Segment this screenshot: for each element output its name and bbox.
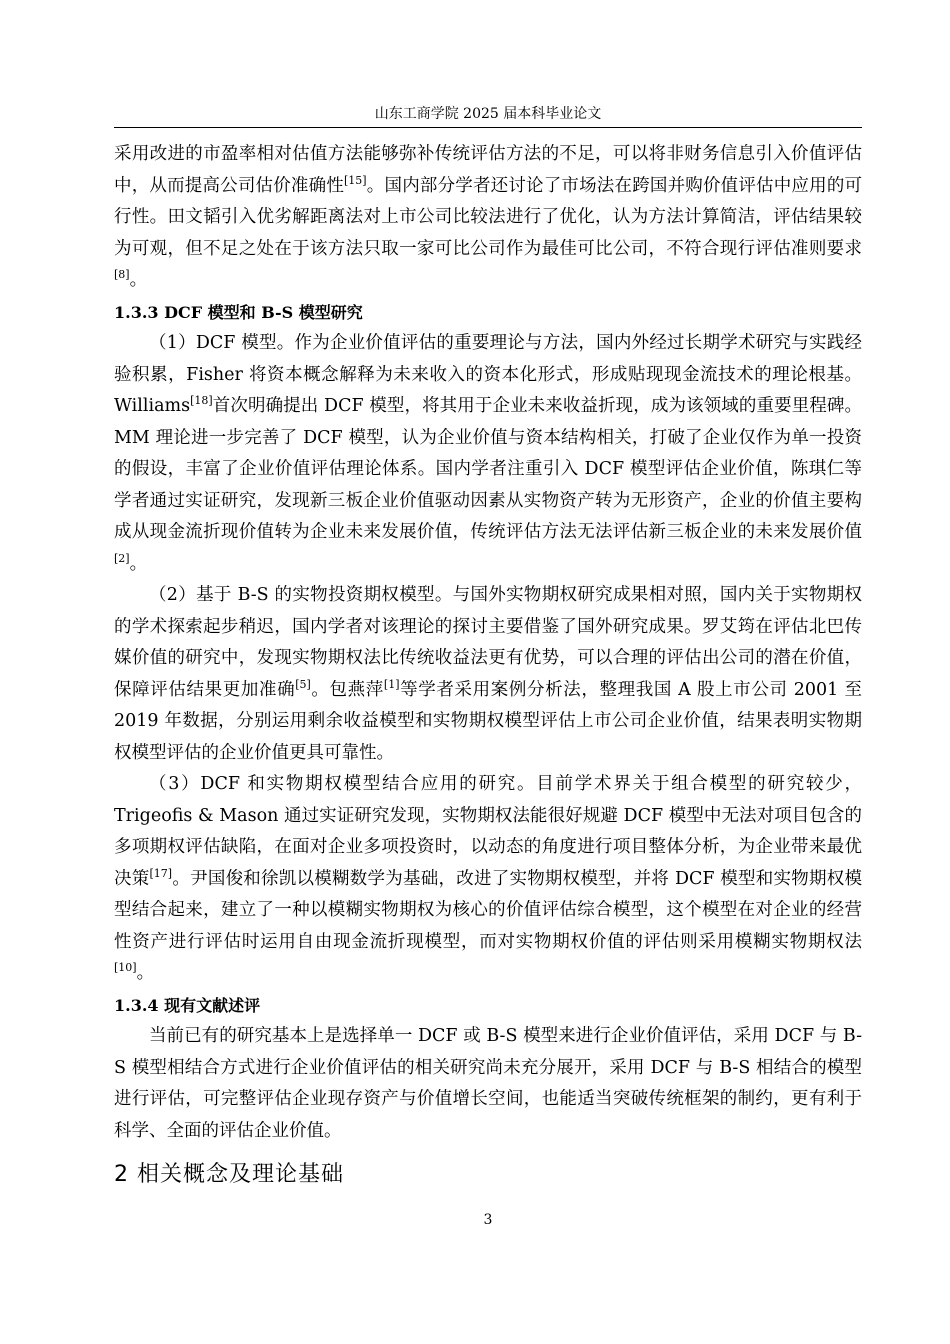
page-header: 山东工商学院 2025 届本科毕业论文 — [374, 106, 602, 122]
paragraph-market-method: 采用改进的市盈率相对估值方法能够弥补传统评估方法的不足，可以将非财务信息引入价值评估中，从而提高公司估价准确性[15]。国内部分学者还讨论了市场法在跨国并购价值评估中应用的可行性。田文韬引入优劣解距离法对上市公司比较法进行了优化，认为方法计算简洁，评估结果较为可观，但不足之处在于该方法只取一家可比公司作为最佳可比公司，不符合现行评估准则要求[8]。 — [114, 144, 863, 290]
paragraph-bs-option: （2）基于 B-S 的实物投资期权模型。与国外实物期权研究成果相对照，国内关于实物期权的学术探索起步稍迟，国内学者对该理论的探讨主要借鉴了国外研究成果。罗艾筠在评估北巴传媒价值的研究中，发现实物期权法比传统收益法更有优势，可以合理的评估出公司的潜在价值，保障评估结果更加准确[5]。包燕萍[1]等学者采用案例分析法，整理我国 A 股上市公司 2001 至 2019 年数据，分别运用剩余收益模型和实物期权模型评估上市公司企业价值，结果表明实物期权模型评估的企业价值更具可靠性。 — [114, 585, 862, 763]
section-heading-1-3-4: 1.3.4 现有文献述评 — [114, 995, 261, 1015]
citation-marker: [15] — [344, 173, 367, 187]
chapter-heading-2: 2 相关概念及理论基础 — [114, 1162, 344, 1187]
citation-marker: [8] — [114, 268, 130, 282]
citation-marker: [1] — [383, 677, 400, 691]
paragraph-combined-model: （3）DCF 和实物期权模型结合应用的研究。目前学术界关于组合模型的研究较少，Trigeofis & Mason 通过实证研究发现，实物期权法能很好规避 DCF 模型中无法对项目包含的多项期权评估缺陷，在面对企业多项投资时，以动态的角度进行项目整体分析，为企业带来最优决策[17]。尹国俊和徐凯以模糊数学为基础，改进了实物期权模型，并将 DCF 模型和实物期权模型结合起来，建立了一种以模糊实物期权为核心的价值评估综合模型，这个模型在对企业的经营性资产进行评估时运用自由现金流折现模型，而对实物期权价值的评估则采用模糊实物期权法[10]。 — [114, 774, 863, 983]
page-body — [114, 139, 862, 1195]
citation-marker: [10] — [114, 961, 137, 975]
citation-marker: [2] — [114, 551, 130, 565]
page-number: 3 — [483, 1212, 493, 1228]
citation-marker: [17] — [149, 866, 173, 880]
citation-marker: [18] — [190, 394, 213, 408]
header-rule — [114, 127, 862, 128]
citation-marker: [5] — [295, 677, 311, 691]
paragraph-literature-review: 当前已有的研究基本上是选择单一 DCF 或 B-S 模型来进行企业价值评估，采用 DCF 与 B-S 模型相结合方式进行企业价值评估的相关研究尚未充分展开，采用 DCF 与 B-S 相结合的模型进行评估，可完整评估企业现存资产与价值增长空间，也能适当突破传统框架的制约，更有利于科学、全面的评估企业价值。 — [114, 1026, 862, 1141]
paragraph-dcf-model: （1）DCF 模型。作为企业价值评估的重要理论与方法，国内外经过长期学术研究与实践经验积累，Fisher 将资本概念解释为未来收入的资本化形式，形成贴现现金流技术的理论根基。Williams[18]首次明确提出 DCF 模型，将其用于企业未来收益折现，成为该领域的重要里程碑。MM 理论进一步完善了 DCF 模型，认为企业价值与资本结构相关，打破了企业仅作为单一投资的假设，丰富了企业价值评估理论体系。国内学者注重引入 DCF 模型评估企业价值，陈琪仁等学者通过实证研究，发现新三板企业价值驱动因素从实物资产转为无形资产，企业的价值主要构成从现金流折现价值转为企业未来发展价值，传统评估方法无法评估新三板企业的未来发展价值[2]。 — [114, 333, 862, 574]
section-heading-1-3-3: 1.3.3 DCF 模型和 B-S 模型研究 — [114, 302, 363, 322]
